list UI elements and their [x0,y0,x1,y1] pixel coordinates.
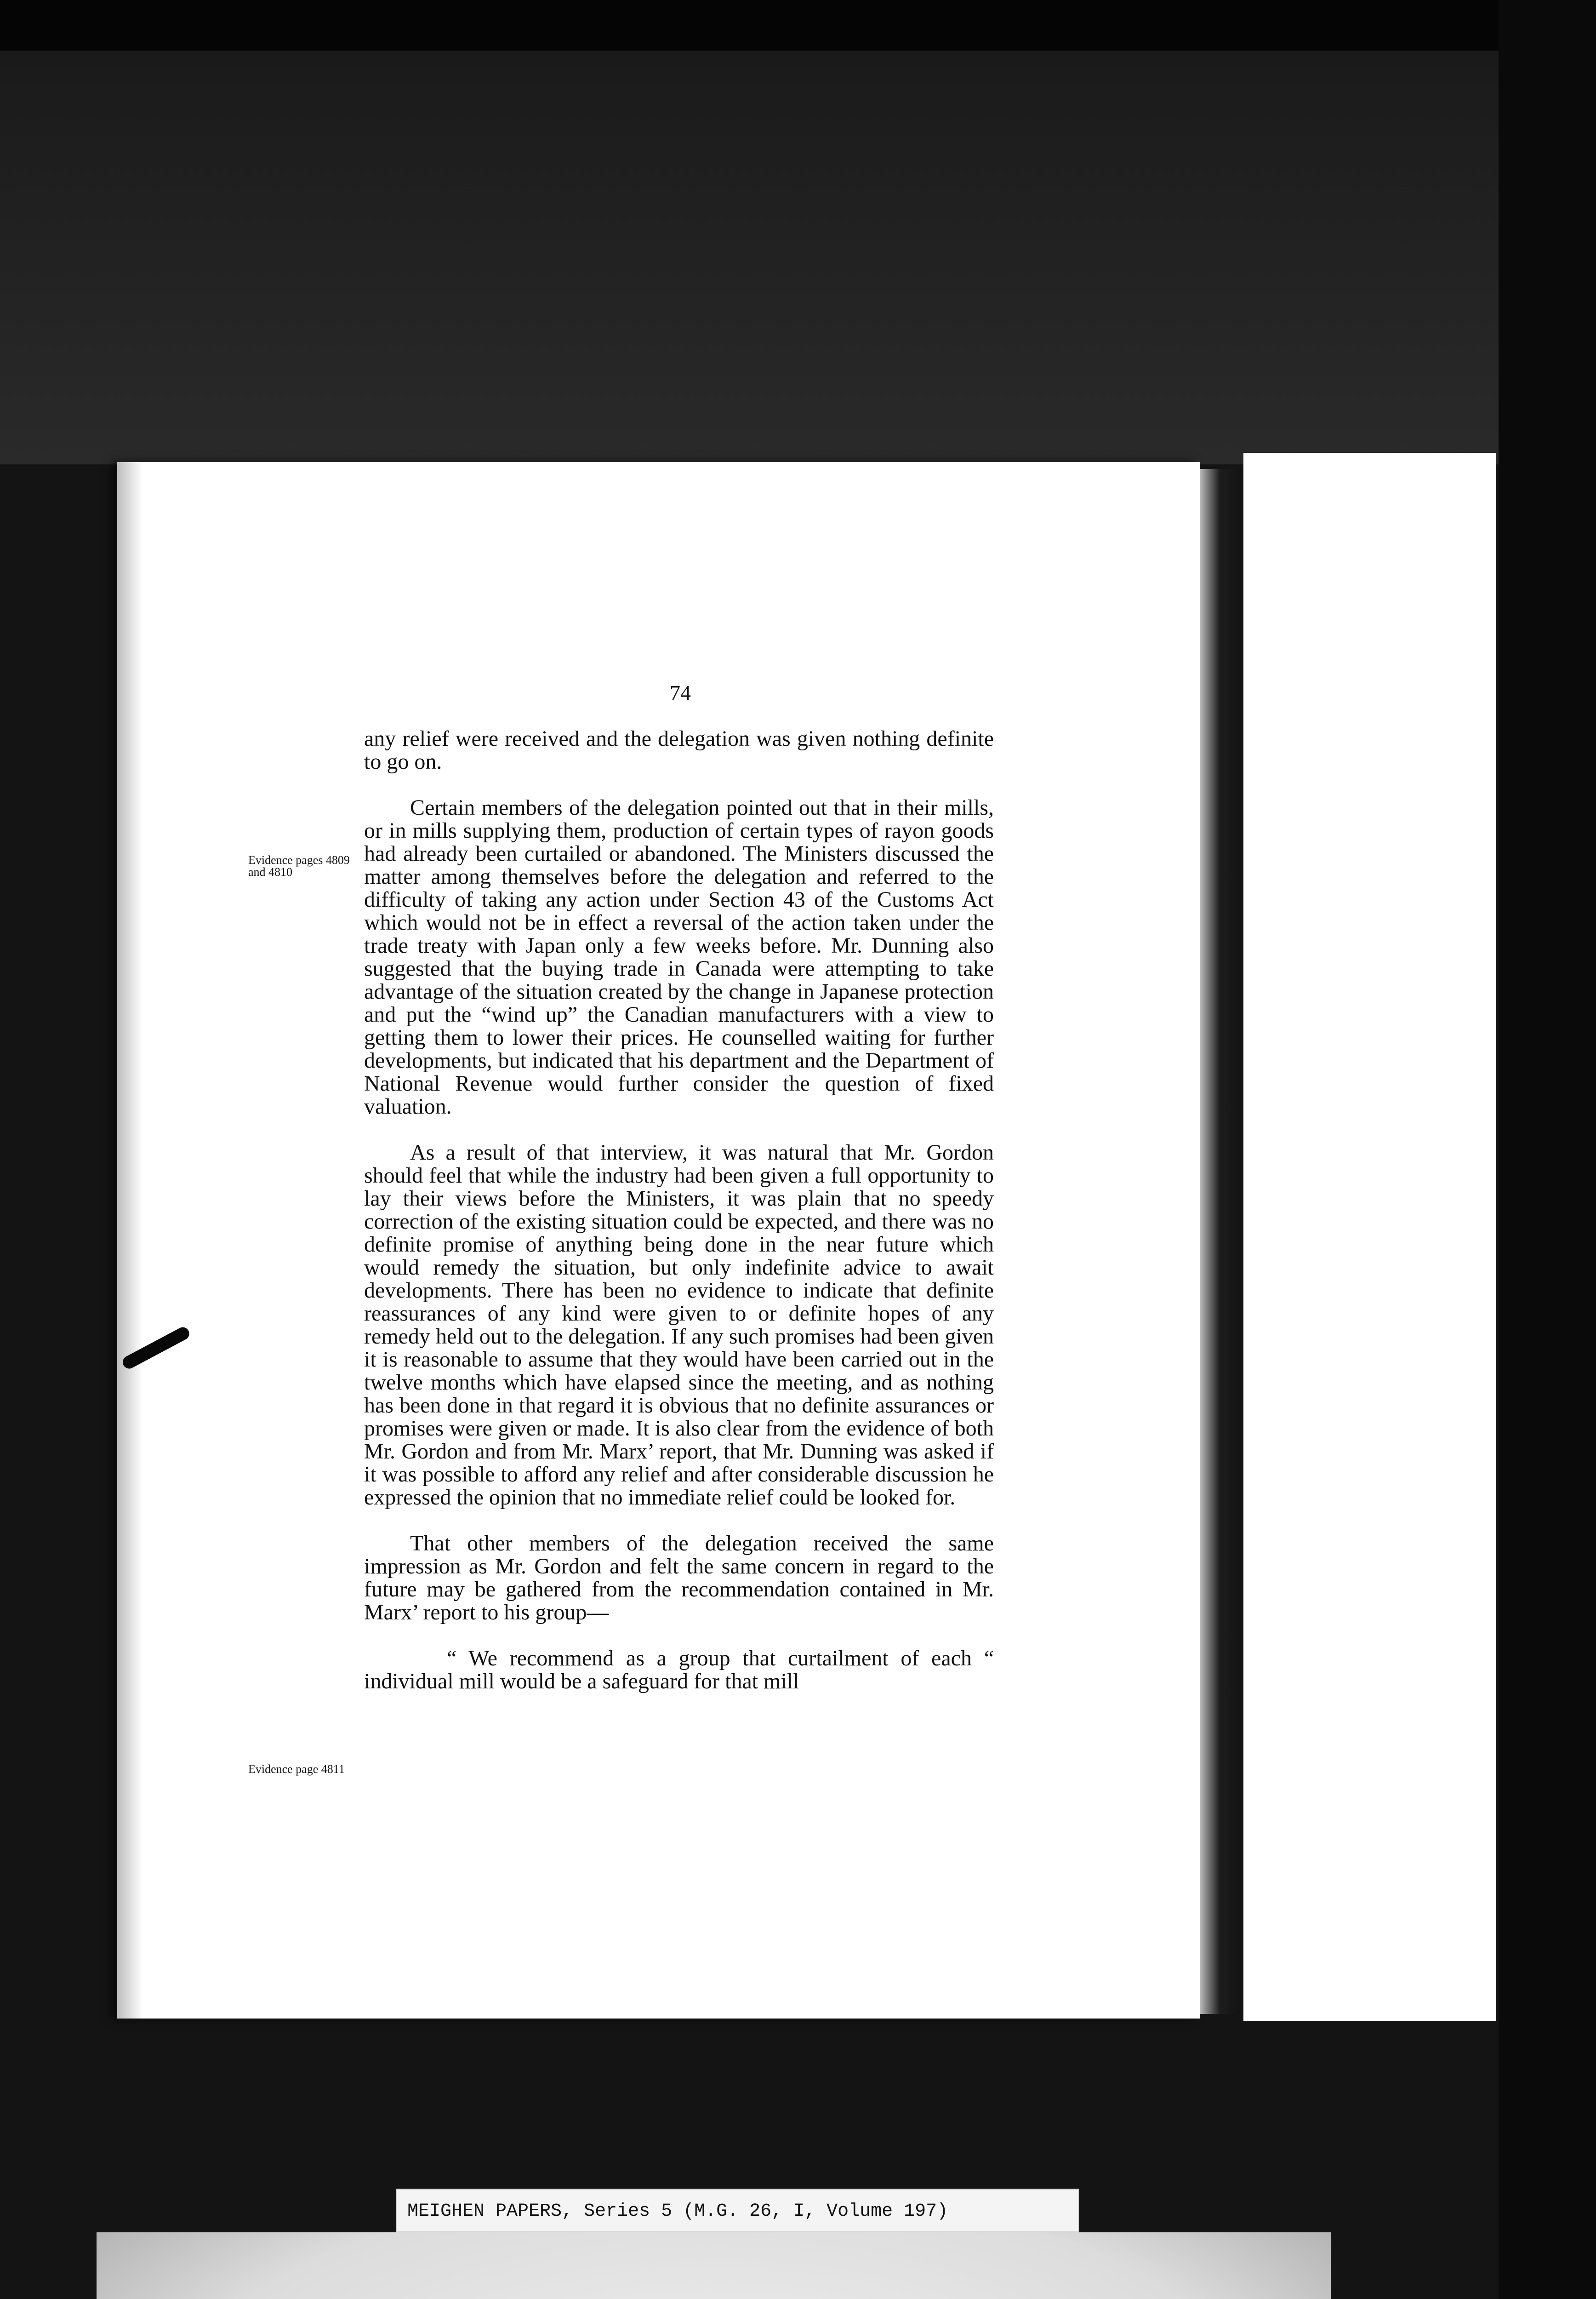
page-number: 74 [670,681,691,704]
margin-note-evidence-2: Evidence page 4811 [248,1762,345,1776]
paragraph-continuation: any relief were received and the delegation was given nothing definite to go on. [364,726,994,774]
collection-label: MEIGHEN PAPERS, Series 5 (M.G. 26, I, Volume 197) [396,2189,1079,2232]
facing-page [1243,453,1496,2021]
film-border-right [1499,0,1596,2299]
paragraph-other-members: That other members of the delegation received the same impression as Mr. Gordon and felt the same concern in regard to the future may be gathered from the recommendation contained in Mr. Marx’ report to his group— [364,1531,994,1624]
film-border-top [0,0,1596,51]
paragraph-delegation: Certain members of the delegation pointed out that in their mills, or in mills supplying them, production of certain types of rayon goods had already been curtailed or abandoned. The Ministers discussed the matter among themselves before the delegation and referred to the difficulty of taking any action under Section 43 of the Customs Act which would not be in effect a reversal of the action taken under the trade treaty with Japan only a few weeks before. Mr. Dunning also suggested that the buying trade in Canada were attempting to take advantage of the situation created by the change in Japanese protection and put the “wind up” the Canadian manufacturers with a view to getting them to lower their prices. He counselled waiting for further developments, but indicated that his department and the Department of National Revenue would further consider the question of fixed valuation. [364,795,994,1119]
page-body [364,727,994,1693]
quoted-recommendation: “ We recommend as a group that curtailment of each “ individual mill would be a safeguard for that mill [364,1646,994,1693]
archive-card [97,2232,1331,2299]
page-edge-shadow [117,462,142,2019]
paragraph-interview-result: As a result of that interview, it was natural that Mr. Gordon should feel that while the industry had been given a full opportunity to lay their views before the Ministers, it was plain that no speedy correction of the existing situation could be expected, and there was no definite promise of anything being done in the near future which would remedy the situation, but only indefinite advice to await developments. There has been no evidence to indicate that definite reassurances of any kind were given to or definite hopes of any remedy held out to the delegation. If any such promises had been given it is reasonable to assume that they would have been carried out in the twelve months which have elapsed since the meeting, and as nothing has been done in that regard it is obvious that no definite assurances or promises were given or made. It is also clear from the evidence of both Mr. Gordon and from Mr. Marx’ report, that Mr. Dunning was asked if it was possible to afford any relief and after considerable discussion he expressed the opinion that no immediate relief could be looked for. [364,1140,994,1510]
film-background [0,51,1596,464]
book-gutter [1200,469,1243,2014]
margin-note-evidence-1: Evidence pages 4809 and 4810 [248,853,350,879]
